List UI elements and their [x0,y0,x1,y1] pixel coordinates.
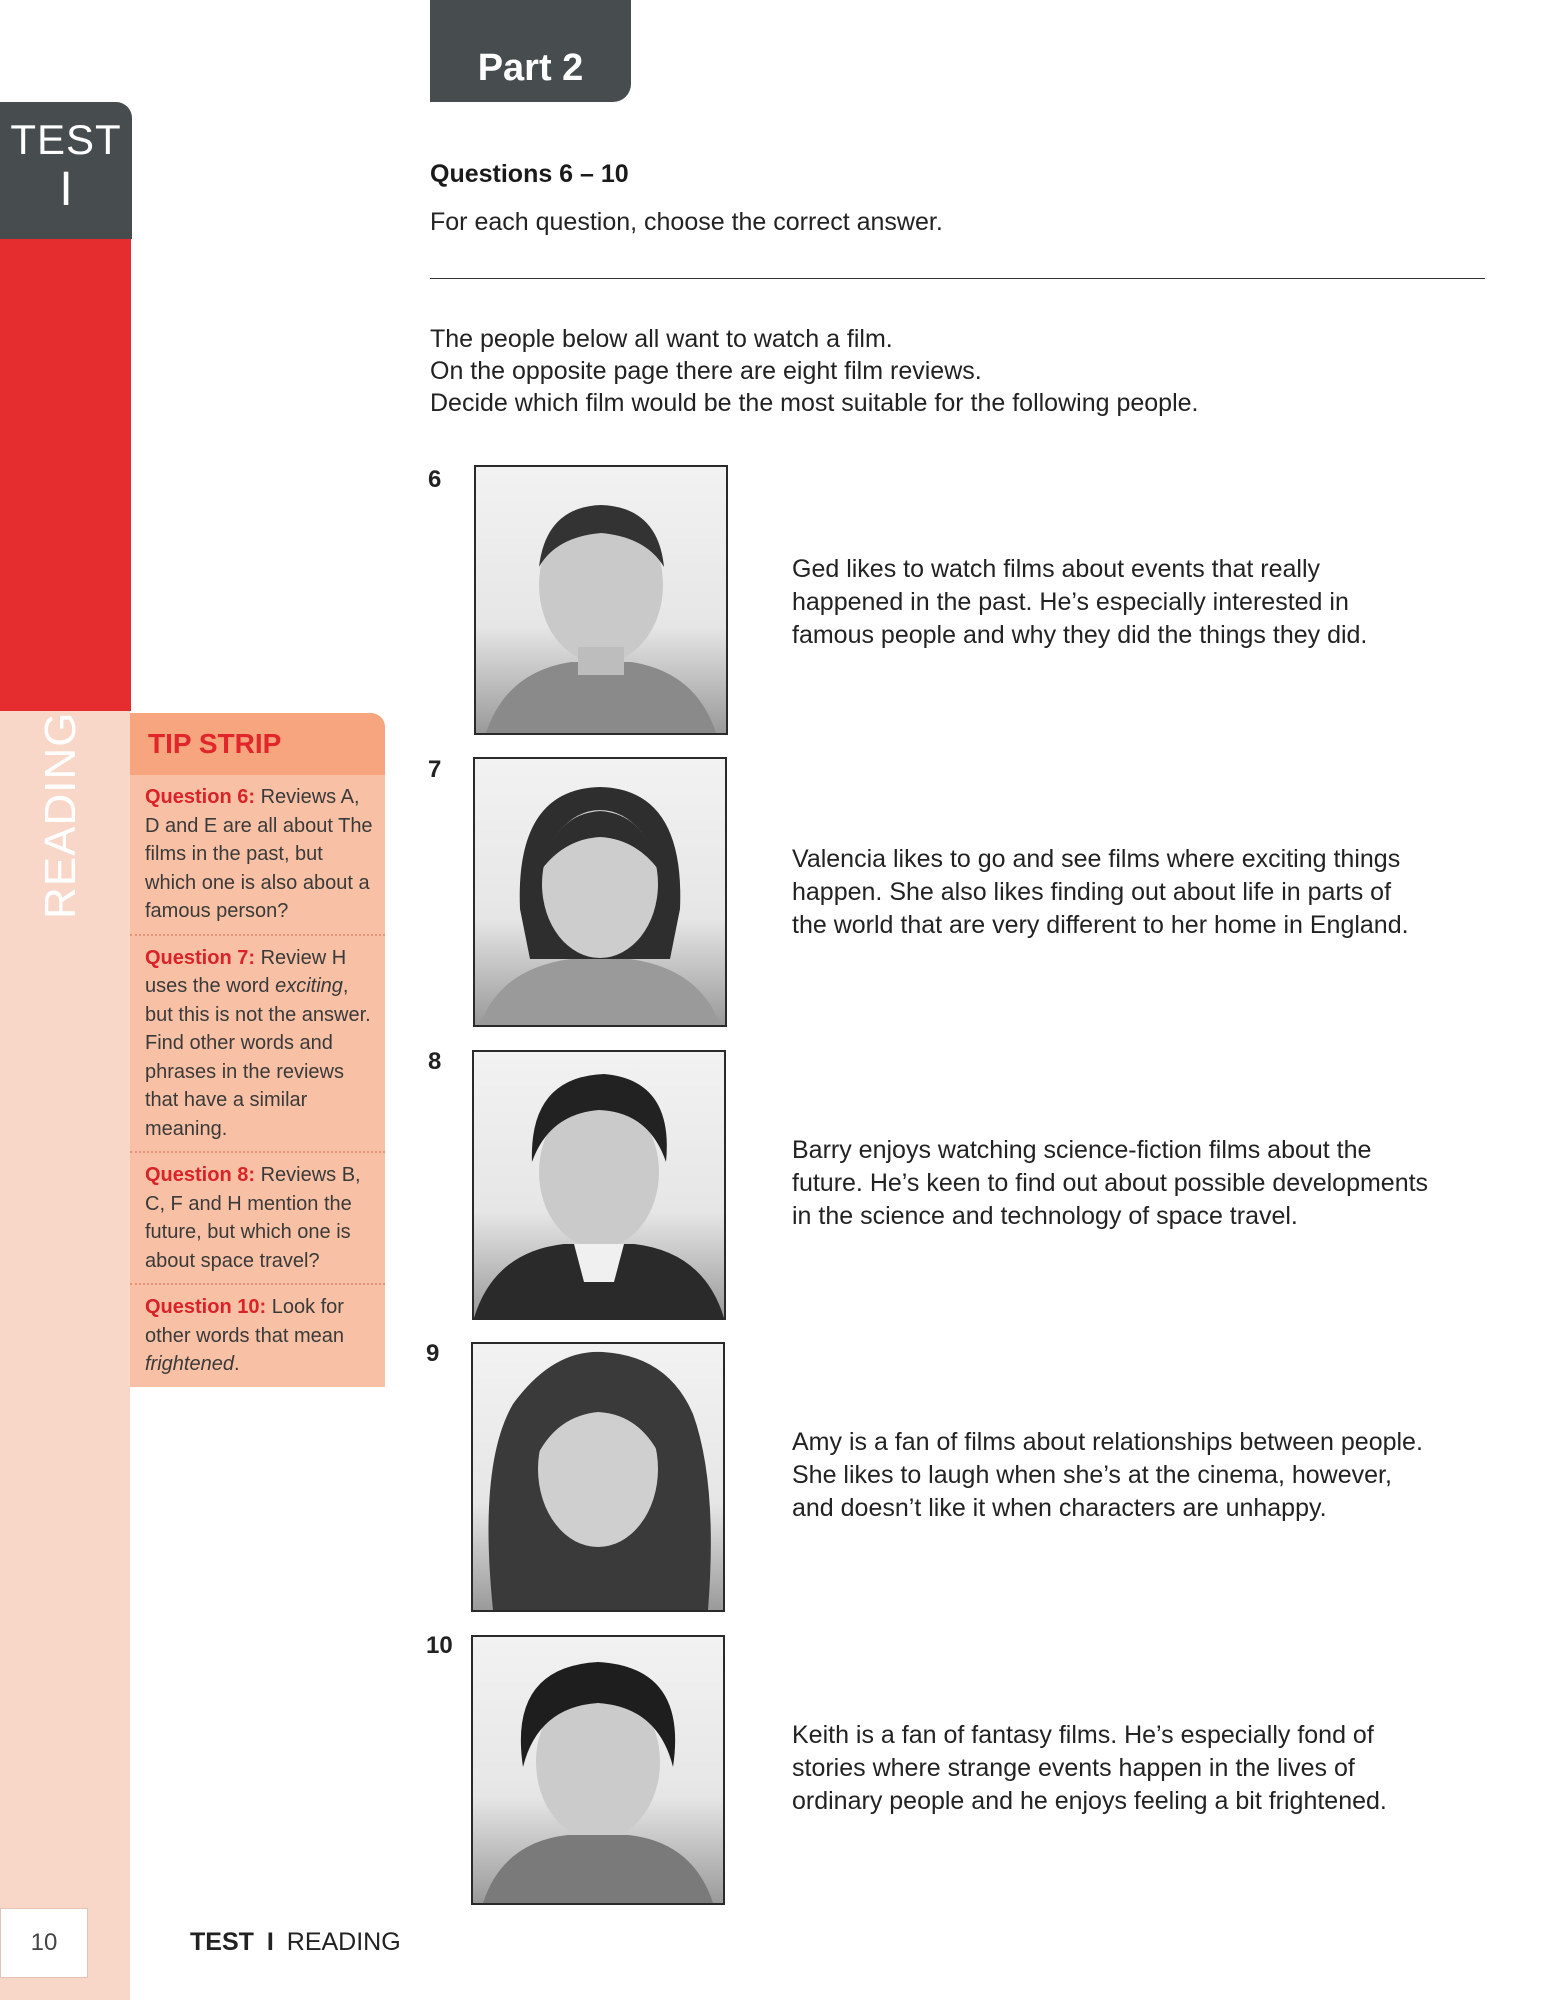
tip-text: Look for other words that mean [145,1296,344,1347]
divider [430,278,1485,279]
footer-test-number: I [266,1928,274,1956]
tip-item-question-10 [130,1285,385,1387]
instruction: For each question, choose the correct answer. [430,208,943,236]
description-line: Amy is a fan of films about relationships between people. [792,1428,1423,1456]
tip-item-question-8 [130,1153,385,1285]
tip-text: Review H uses the word [145,946,347,997]
tip-label: Question 10: [145,1296,267,1318]
question-number: 10 [426,1632,453,1659]
section-vertical-label: READING [36,711,85,919]
person-description [792,843,1512,942]
description-line: Ged likes to watch films about events that really [792,555,1321,583]
tip-label: Question 7: [145,946,256,969]
intro-line: The people below all want to watch a film. [430,325,893,353]
footer-label [190,1928,401,1957]
description-line: happened in the past. He’s especially interested in [792,588,1349,616]
footer-section: READING [286,1928,401,1956]
tip-item-question-6 [130,775,385,936]
person-silhouette-icon [473,1344,723,1610]
questions-heading: Questions 6 – 10 [430,160,629,188]
test-word: TEST [10,116,122,163]
tip-emphasis: frightened [145,1353,234,1375]
description-line: future. He’s keen to find out about possible developments [792,1169,1429,1197]
tip-strip [130,713,385,1387]
description-line: She likes to laugh when she’s at the cinema, however, [792,1461,1392,1489]
person-description [792,1426,1512,1525]
person-silhouette-icon [476,467,726,733]
sidebar-red-band [0,239,131,919]
footer-test-label: TEST [190,1928,254,1956]
tip-emphasis: exciting [275,975,343,997]
tip-label: Question 6: [145,786,256,808]
tip-text: Reviews B, C, F and H mention the future, but which one is about space travel? [145,1164,361,1272]
description-line: ordinary people and he enjoys feeling a bit frightened. [792,1787,1387,1815]
portrait-photo [473,757,727,1027]
part-tab: Part 2 [430,0,631,102]
page-number: 10 [0,1908,88,1978]
description-line: famous people and why they did the things they did. [792,621,1368,649]
description-line: Keith is a fan of fantasy films. He’s especially fond of [792,1721,1374,1749]
description-line: and doesn’t like it when characters are unhappy. [792,1494,1327,1522]
person-description [792,553,1512,652]
test-badge [0,102,132,239]
question-number: 7 [428,756,442,783]
tip-text: . [233,1353,240,1375]
test-number: I [59,163,73,216]
portrait-photo [474,465,728,735]
portrait-photo [472,1050,726,1320]
tip-text: Reviews A, D and E are all about The films in the past, but which one is also about a famous person? [145,786,373,922]
intro-text [430,323,1198,419]
person-description [792,1134,1512,1233]
tip-text: , but this is not the answer. Find other words and phrases in the reviews that have a similar meaning. [145,975,371,1140]
description-line: happen. She also likes finding out about life in parts of [792,878,1392,906]
person-silhouette-icon [474,1052,724,1318]
question-number: 9 [426,1340,440,1367]
tip-label: Question 8: [145,1164,256,1186]
description-line: in the science and technology of space travel. [792,1202,1298,1230]
question-number: 8 [428,1048,442,1075]
person-description [792,1719,1512,1818]
description-line: Valencia likes to go and see films where exciting things [792,845,1401,873]
description-line: the world that are very different to her home in England. [792,911,1409,939]
question-number: 6 [428,466,442,493]
description-line: Barry enjoys watching science-fiction films about the [792,1136,1372,1164]
tip-item-question-7 [130,936,385,1154]
intro-line: On the opposite page there are eight film reviews. [430,357,982,385]
tip-strip-title: TIP STRIP [130,713,385,775]
description-line: stories where strange events happen in the lives of [792,1754,1355,1782]
person-silhouette-icon [473,1637,723,1903]
portrait-photo [471,1342,725,1612]
intro-line: Decide which film would be the most suitable for the following people. [430,389,1199,417]
person-silhouette-icon [475,759,725,1025]
portrait-photo [471,1635,725,1905]
